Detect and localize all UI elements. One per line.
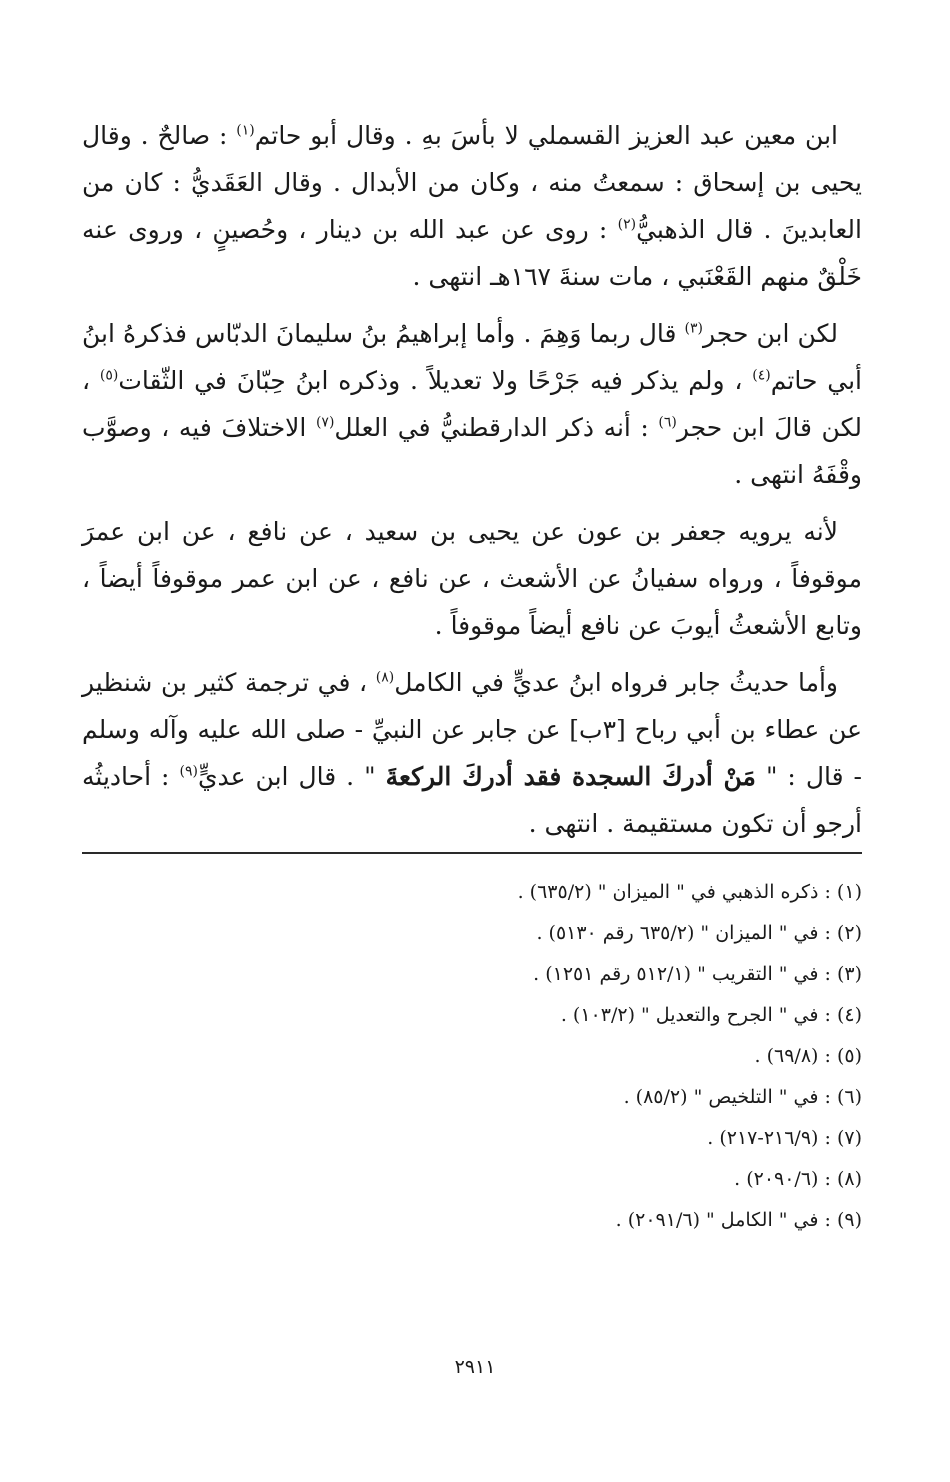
- footnote-item: (٢) : في " الميزان " (٦٣٥/٢ رقم ٥١٣٠) .: [536, 922, 862, 944]
- text: وأما حديثُ جابر فرواه ابنُ عديٍّ في الكامل: [394, 668, 838, 697]
- footnote-item: (٩) : في " الكامل " (٢٠٩١/٦) .: [615, 1209, 862, 1231]
- paragraph-1: [82, 112, 862, 300]
- footnote-ref-7[interactable]: (٧): [315, 414, 335, 431]
- paragraph-4: [82, 659, 862, 847]
- text: : روى عن عبد الله بن دينار ، وحُصينٍ ، وروى عنه خَلْقٌ منهم القَعْنَبي ، مات سنةَ ١٦٧هـ انتهى .: [82, 215, 862, 291]
- footnote-item: (٦) : في " التلخيص " (٨٥/٢) .: [623, 1086, 862, 1108]
- text: : أنه ذكر الدارقطنيُّ في العلل: [334, 413, 659, 442]
- text: لكن ابن حجر: [703, 319, 838, 348]
- main-text: [82, 112, 862, 857]
- footnote-ref-3[interactable]: (٣): [684, 320, 704, 337]
- text: الاختلافَ فيه ، وصوَّب وقْفَهُ انتهى .: [82, 413, 862, 489]
- footnote-item: (٥) : (٦٩/٨) .: [754, 1045, 862, 1067]
- text: ، في ترجمة كثير بن شنظير عن عطاء بن أبي رباح [٣ب] عن جابر عن النبيِّ - صلى الله عليه وآله وسلم - قال : ": [82, 668, 863, 791]
- text: : صالحٌ . وقال يحيى بن إسحاق : سمعتُ منه ، وكان من الأبدال . وقال العَقَديُّ : كان من العابدينَ . قال الذهبيُّ: [82, 121, 862, 244]
- footnote-ref-8[interactable]: (٨): [375, 669, 395, 686]
- footnotes-list: [102, 872, 862, 1241]
- footnote-ref-1[interactable]: (١): [236, 122, 255, 139]
- text: ، لكن قالَ ابن حجر: [82, 366, 862, 442]
- footnote-ref-4[interactable]: (٤): [752, 367, 771, 384]
- footnote-item: (٤) : في " الجرح والتعديل " (١٠٣/٢) .: [560, 1004, 862, 1026]
- hadith-text: مَنْ أدركَ السجدة فقد أدركَ الركعةَ: [385, 762, 756, 791]
- footnote-ref-2[interactable]: (٢): [617, 216, 637, 233]
- footnote-item: (٨) : (٢٠٩٠/٦) .: [734, 1168, 862, 1190]
- paragraph-2: [82, 310, 862, 498]
- footnote-divider: [82, 852, 862, 854]
- footnote-item: (٧) : (٢١٦/٩-٢١٧) .: [707, 1127, 862, 1149]
- paragraph-3: [82, 508, 862, 649]
- text: ، ولم يذكر فيه جَرْحًا ولا تعديلاً . وذكره ابنُ حِبّانَ في الثّقات: [118, 366, 753, 395]
- text: : أحاديثُه أرجو أن تكون مستقيمة . انتهى .: [82, 762, 862, 838]
- footnote-item: (٣) : في " التقريب " (٥١٢/١ رقم ١٢٥١) .: [533, 963, 862, 985]
- text: ابن معين عبد العزيز القسملي لا بأسَ بهِ . وقال أبو حاتم: [254, 121, 838, 150]
- footnote-ref-6[interactable]: (٦): [658, 414, 677, 431]
- text: قال ربما وَهِمَ . وأما إبراهيمُ بنُ سليمانَ الدبّاس فذكرهُ ابنُ أبي حاتم: [82, 319, 862, 395]
- text: لأنه يرويه جعفر بن عون عن يحيى بن سعيد ، عن نافع ، عن ابن عمرَ موقوفاً ، ورواه سفيانُ عن الأشعث ، عن نافع ، عن ابن عمر موقوفاً أيضاً ، وتابع الأشعثُ أيوبَ عن نافع أيضاً موقوفاً .: [82, 517, 862, 640]
- footnote-item: (١) : ذكره الذهبي في " الميزان " (٦٣٥/٢) .: [517, 881, 862, 903]
- page-number: ٢٩١١: [454, 1356, 496, 1378]
- footnote-ref-9[interactable]: (٩): [179, 763, 198, 780]
- footnote-ref-5[interactable]: (٥): [99, 367, 119, 384]
- text: " . قال ابن عديٍّ: [197, 762, 386, 791]
